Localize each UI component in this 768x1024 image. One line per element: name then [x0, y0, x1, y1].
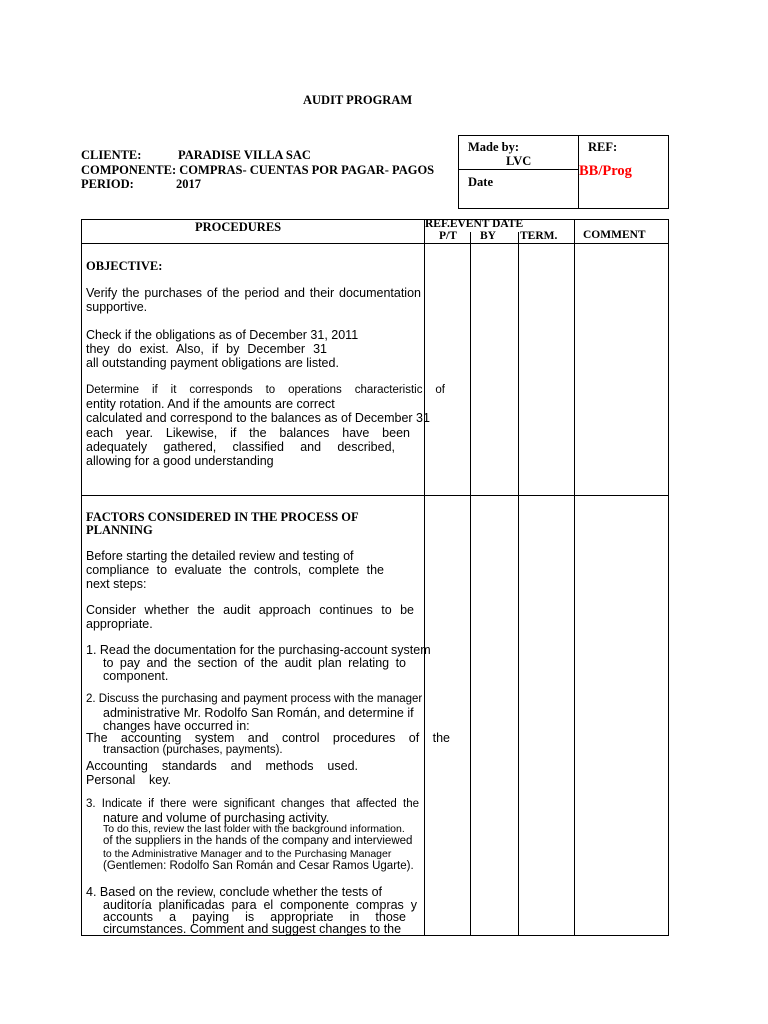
col-by: BY [480, 230, 496, 242]
step1-line: 1. Read the documentation for the purchasing-account system [86, 643, 431, 657]
objective-p3-line: adequately gathered, classified and described, [86, 440, 395, 454]
objective-p3-line: each year. Likewise, if the balances have been [86, 426, 410, 440]
ref-value: BB/Prog [579, 163, 632, 179]
period-value: 2017 [176, 177, 201, 191]
col-comment: COMMENT [583, 229, 646, 241]
step3-line: To do this, review the last folder with the background information. [103, 823, 405, 835]
step2-line: The accounting system and control procedures of the [86, 731, 450, 745]
step2-line: transaction (purchases, payments). [103, 744, 283, 756]
step3-line: of the suppliers in the hands of the company and interviewed [103, 835, 413, 847]
componente-value: COMPRAS- CUENTAS POR PAGAR- PAGOS [179, 162, 435, 177]
componente-label: COMPONENTE: [81, 162, 177, 177]
objective-p2-line: all outstanding payment obligations are listed. [86, 356, 339, 370]
step4-line: accounts a paying is appropriate in those [103, 910, 406, 924]
step3-line: to the Administrative Manager and to the Purchasing Manager [103, 848, 392, 860]
step2-line: Accounting standards and methods used. [86, 759, 358, 773]
step2-line: changes have occurred in: [103, 719, 250, 733]
objective-p1-line: supportive. [86, 300, 148, 314]
objective-p2-line: Check if the obligations as of December 31, 2011 [86, 328, 359, 342]
step2-line: 2. Discuss the purchasing and payment process with the manager [86, 693, 423, 705]
step4-line: auditoría planificadas para el componente compras y [103, 898, 417, 912]
step3-line: (Gentlemen: Rodolfo San Román and Cesar Ramos Ugarte). [103, 860, 414, 872]
step4-line: 4. Based on the review, conclude whether the tests of [86, 885, 383, 899]
col-procedures: PROCEDURES [195, 220, 282, 234]
date-label: Date [468, 175, 493, 189]
objective-p3-line: allowing for a good understanding [86, 454, 274, 468]
period-label: PERIOD: [81, 177, 134, 191]
factors-consider-line: appropriate. [86, 617, 153, 631]
header-info [81, 148, 434, 192]
objective-p3-line: entity rotation. And if the amounts are correct [86, 397, 335, 411]
step2-line: Personal key. [86, 773, 171, 787]
step4-line: circumstances. Comment and suggest changes to the [103, 922, 402, 936]
cliente-label: CLIENTE: [81, 148, 142, 162]
objective-p2-line: they do exist. Also, if by December 31 [86, 342, 327, 356]
col-pt: P/T [439, 230, 457, 242]
made-by-value: LVC [506, 154, 532, 168]
step3-line: nature and volume of purchasing activity. [103, 811, 330, 825]
objective-p1-line: Verify the purchases of the period and their documentation [86, 286, 421, 300]
ref-label: REF: [588, 140, 618, 154]
col-ref-event-date: REF.EVENT DATE [425, 218, 524, 230]
col-term: TERM. [520, 230, 558, 242]
cliente-value: PARADISE VILLA SAC [178, 148, 311, 162]
factors-intro-line: compliance to evaluate the controls, complete the [86, 563, 384, 577]
step1-line: component. [103, 669, 169, 683]
objective-p3-line: Determine if it corresponds to operations characteristic of [86, 384, 445, 396]
step1-line: to pay and the section of the audit plan relating to [103, 656, 406, 670]
step2-line: administrative Mr. Rodolfo San Román, and determine if [103, 706, 414, 720]
factors-intro-line: Before starting the detailed review and testing of [86, 549, 354, 563]
factors-heading: PLANNING [86, 523, 153, 537]
factors-heading: FACTORS CONSIDERED IN THE PROCESS OF [86, 510, 359, 524]
factors-intro-line: next steps: [86, 577, 147, 591]
factors-consider-line: Consider whether the audit approach continues to be [86, 603, 414, 617]
step3-line: 3. Indicate if there were significant changes that affected the [86, 798, 419, 810]
made-by-label: Made by: [468, 140, 520, 154]
objective-heading: OBJECTIVE: [86, 259, 163, 273]
objective-p3-line: calculated and correspond to the balances as of December 31 [86, 411, 430, 425]
page-title: AUDIT PROGRAM [303, 93, 413, 107]
